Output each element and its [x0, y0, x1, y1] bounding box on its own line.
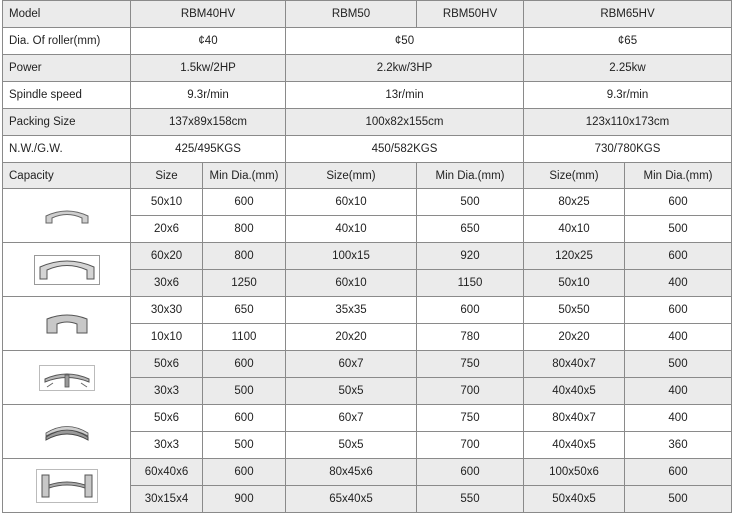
model-row [3, 1, 732, 28]
cell: 60x7 [286, 405, 417, 432]
cell: 40x10 [286, 216, 417, 243]
cell: 100x15 [286, 243, 417, 270]
cell: 20x20 [286, 324, 417, 351]
cell: 750 [417, 351, 524, 378]
spec-table-wrapper [2, 0, 732, 513]
capacity-column-header: Size [131, 163, 203, 189]
cell: 50x5 [286, 378, 417, 405]
cell: 35x35 [286, 297, 417, 324]
cell: 600 [625, 189, 732, 216]
spec-value: 9.3r/min [131, 82, 286, 109]
angle-bar-icon [42, 421, 92, 443]
flat-bar-hard-icon [34, 255, 100, 285]
capacity-column-header: Size(mm) [524, 163, 625, 189]
model-label: Model [3, 1, 131, 28]
cell: 600 [417, 297, 524, 324]
spec-row [3, 28, 732, 55]
spec-value: 2.2kw/3HP [286, 55, 524, 82]
cell: 1100 [203, 324, 286, 351]
spec-row [3, 109, 732, 136]
model-rbm65hv: RBM65HV [524, 1, 732, 28]
cell: 80x40x7 [524, 405, 625, 432]
square-bar-icon [43, 311, 91, 337]
cell: 700 [417, 378, 524, 405]
cell: 900 [203, 486, 286, 513]
spec-value: 2.25kw [524, 55, 732, 82]
spec-table [2, 0, 732, 513]
cell: 1250 [203, 270, 286, 297]
h-beam-icon [36, 469, 98, 503]
cell: 50x10 [524, 270, 625, 297]
cell: 650 [203, 297, 286, 324]
cell: 600 [625, 243, 732, 270]
spec-value: 730/780KGS [524, 136, 732, 163]
cell: 60x20 [131, 243, 203, 270]
cell: 40x40x5 [524, 378, 625, 405]
t-bar-icon [39, 365, 95, 391]
table-row [3, 405, 732, 432]
spec-row [3, 136, 732, 163]
profile-cell [3, 189, 131, 243]
capacity-column-header: Size(mm) [286, 163, 417, 189]
cell: 600 [203, 459, 286, 486]
spec-label: Power [3, 55, 131, 82]
cell: 60x7 [286, 351, 417, 378]
spec-value: 425/495KGS [131, 136, 286, 163]
model-rbm40hv: RBM40HV [131, 1, 286, 28]
spec-value: ¢50 [286, 28, 524, 55]
spec-label: Packing Size [3, 109, 131, 136]
cell: 1150 [417, 270, 524, 297]
cell: 10x10 [131, 324, 203, 351]
cell: 550 [417, 486, 524, 513]
spec-value: 123x110x173cm [524, 109, 732, 136]
cell: 500 [417, 189, 524, 216]
spec-value: 100x82x155cm [286, 109, 524, 136]
spec-value: 13r/min [286, 82, 524, 109]
profile-cell [3, 405, 131, 459]
capacity-header-row [3, 163, 732, 189]
cell: 750 [417, 405, 524, 432]
cell: 600 [625, 297, 732, 324]
spec-label: Spindle speed [3, 82, 131, 109]
cell: 65x40x5 [286, 486, 417, 513]
table-row [3, 297, 732, 324]
table-row [3, 459, 732, 486]
cell: 80x40x7 [524, 351, 625, 378]
cell: 400 [625, 324, 732, 351]
cell: 50x50 [524, 297, 625, 324]
cell: 700 [417, 432, 524, 459]
cell: 600 [625, 459, 732, 486]
cell: 20x6 [131, 216, 203, 243]
cell: 50x10 [131, 189, 203, 216]
cell: 50x6 [131, 351, 203, 378]
cell: 600 [203, 351, 286, 378]
profile-cell [3, 243, 131, 297]
spec-row [3, 55, 732, 82]
cell: 360 [625, 432, 732, 459]
cell: 20x20 [524, 324, 625, 351]
cell: 500 [203, 378, 286, 405]
cell: 400 [625, 378, 732, 405]
cell: 50x5 [286, 432, 417, 459]
cell: 650 [417, 216, 524, 243]
capacity-column-header: Min Dia.(mm) [625, 163, 732, 189]
capacity-label: Capacity [3, 163, 131, 189]
cell: 400 [625, 405, 732, 432]
spec-row [3, 82, 732, 109]
cell: 60x10 [286, 270, 417, 297]
cell: 600 [203, 405, 286, 432]
cell: 50x40x5 [524, 486, 625, 513]
cell: 80x25 [524, 189, 625, 216]
capacity-column-header: Min Dia.(mm) [417, 163, 524, 189]
model-rbm50hv: RBM50HV [417, 1, 524, 28]
cell: 100x50x6 [524, 459, 625, 486]
cell: 600 [203, 189, 286, 216]
cell: 500 [625, 216, 732, 243]
cell: 30x15x4 [131, 486, 203, 513]
model-rbm50: RBM50 [286, 1, 417, 28]
profile-cell [3, 297, 131, 351]
flat-bar-icon [43, 205, 91, 227]
spec-value: ¢40 [131, 28, 286, 55]
cell: 30x3 [131, 378, 203, 405]
spec-value: ¢65 [524, 28, 732, 55]
cell: 500 [203, 432, 286, 459]
cell: 30x3 [131, 432, 203, 459]
cell: 600 [417, 459, 524, 486]
spec-label: Dia. Of roller(mm) [3, 28, 131, 55]
cell: 800 [203, 216, 286, 243]
spec-value: 137x89x158cm [131, 109, 286, 136]
cell: 30x6 [131, 270, 203, 297]
cell: 60x40x6 [131, 459, 203, 486]
capacity-column-header: Min Dia.(mm) [203, 163, 286, 189]
cell: 40x40x5 [524, 432, 625, 459]
cell: 800 [203, 243, 286, 270]
cell: 80x45x6 [286, 459, 417, 486]
table-row [3, 351, 732, 378]
profile-cell [3, 351, 131, 405]
table-row [3, 243, 732, 270]
cell: 40x10 [524, 216, 625, 243]
cell: 780 [417, 324, 524, 351]
cell: 500 [625, 351, 732, 378]
cell: 60x10 [286, 189, 417, 216]
cell: 400 [625, 270, 732, 297]
cell: 120x25 [524, 243, 625, 270]
cell: 920 [417, 243, 524, 270]
spec-value: 1.5kw/2HP [131, 55, 286, 82]
cell: 500 [625, 486, 732, 513]
spec-value: 450/582KGS [286, 136, 524, 163]
cell: 50x6 [131, 405, 203, 432]
table-row [3, 189, 732, 216]
cell: 30x30 [131, 297, 203, 324]
profile-cell [3, 459, 131, 513]
spec-label: N.W./G.W. [3, 136, 131, 163]
spec-value: 9.3r/min [524, 82, 732, 109]
